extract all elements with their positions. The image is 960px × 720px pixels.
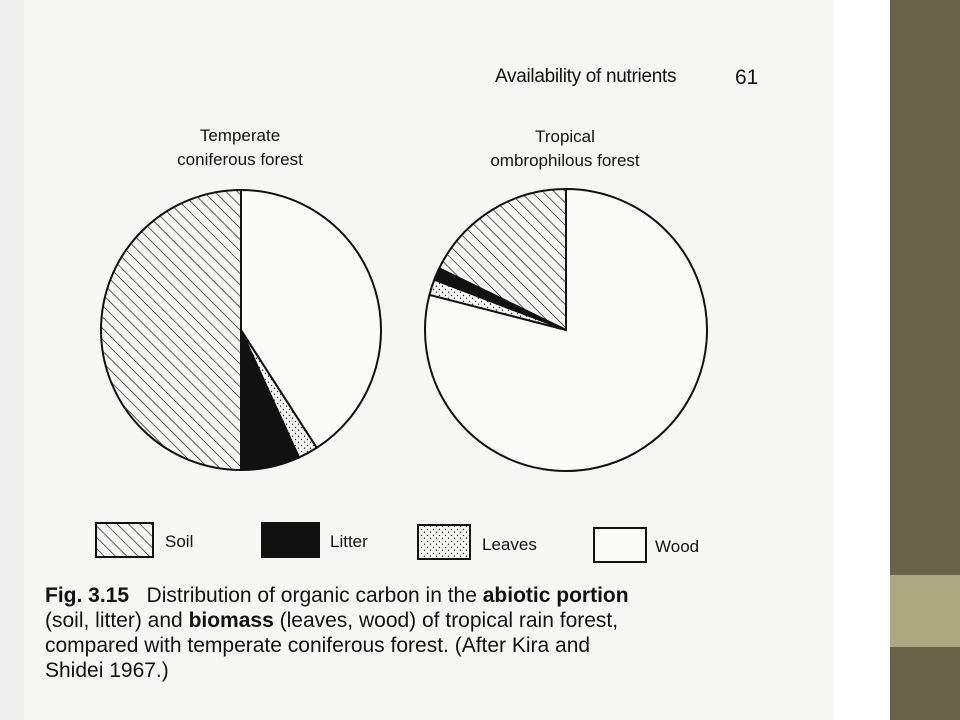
tropical-title-line-1: Tropical [535,127,595,146]
legend-swatch-soil [96,523,153,557]
caption-bold-2: biomass [188,609,274,632]
caption-line-4: Shidei 1967.) [45,659,169,682]
slide-side-accent [890,575,960,647]
caption-line-3: compared with temperate coniferous forest. (After Kira and [45,634,591,657]
legend-swatch-wood [594,528,646,562]
tropical-title-line-2: ombrophilous forest [490,151,640,170]
legend-label-litter: Litter [330,532,368,551]
caption-text-3: (leaves, wood) of tropical rain forest, [279,609,619,632]
temperate-forest-pie [101,190,381,470]
tropical-forest-pie [425,189,707,471]
legend-swatch-litter [262,523,319,557]
legend-label-wood: Wood [655,537,700,556]
pie-0-slice-soil [101,190,241,470]
running-head: Availability of nutrients [495,66,677,87]
temperate-title-line-1: Temperate [199,126,281,145]
caption-text-1: Distribution of organic carbon in the [146,584,477,607]
legend-label-leaves: Leaves [482,535,537,554]
temperate-title-line-2: coniferous forest [177,150,303,169]
caption-text-2: (soil, litter) and [45,609,183,632]
figure-caption [45,583,765,683]
legend-label-soil: Soil [165,532,194,551]
page-number: 61 [735,66,759,89]
caption-bold-1: abiotic portion [482,584,629,607]
caption-fig-label: Fig. 3.15 [45,584,130,607]
page-gap [834,0,890,720]
legend-swatch-leaves [418,525,470,559]
